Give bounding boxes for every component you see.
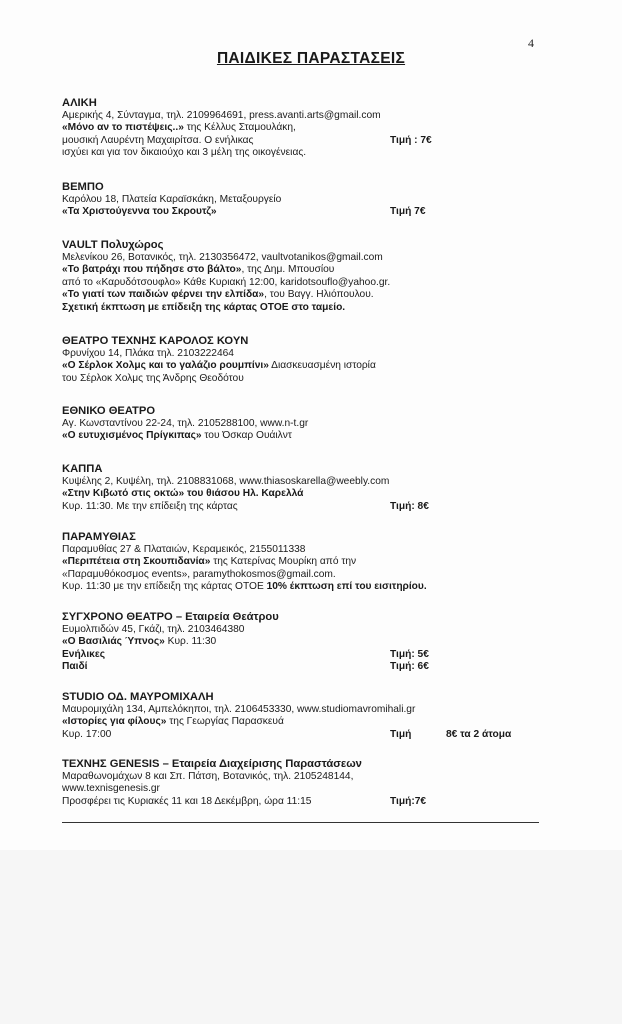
- show-credits: του Όσκαρ Ουάιλντ: [201, 430, 292, 442]
- entry-aliki: [62, 96, 542, 160]
- entry-kappa: [62, 462, 542, 513]
- show-line: [62, 716, 542, 728]
- price-row-adults: [62, 649, 542, 661]
- page-title: ΠΑΙΔΙΚΕΣ ΠΑΡΑΣΤΑΣΕΙΣ: [216, 50, 406, 67]
- entry-studio: [62, 690, 542, 741]
- venue-name: ΣΥΓΧΡΟΝΟ ΘΕΑΤΡΟ – Εταιρεία Θεάτρου: [62, 611, 279, 623]
- info-text: Κυρ. 11:30 με την επίδειξη της κάρτας ΟΤΟΕ: [62, 581, 267, 593]
- entry-vault: [62, 238, 542, 314]
- venue-name: ΚΑΠΠΑ: [62, 463, 103, 475]
- show-line: [62, 122, 542, 134]
- page-number: 4: [528, 36, 534, 50]
- ticket-price: Τιμή:7€: [390, 795, 427, 807]
- venue-name: ΒΕΜΠΟ: [62, 181, 104, 193]
- venue-name: STUDIO ΟΔ. ΜΑΥΡΟΜΙΧΑΛΗ: [62, 691, 214, 703]
- show-title: «Ο ευτυχισμένος Πρίγκιπας»: [62, 430, 202, 442]
- price-category: Ενήλικες: [62, 648, 105, 660]
- info-line: [62, 729, 542, 741]
- venue-name: ΠΑΡΑΜΥΘΙΑΣ: [62, 531, 136, 543]
- info-text: Κυρ. 11:30. Με την επίδειξη της κάρτας: [62, 500, 238, 512]
- show-title: «Ο Σέρλοκ Χολμς και το γαλάζιο ρουμπίνι»: [62, 360, 269, 372]
- discount-line: [62, 581, 542, 593]
- show-title: «Το γιατί των παιδιών φέρνει την ελπίδα»: [62, 289, 265, 301]
- info-line: [62, 796, 542, 808]
- info-text: Κυρ. 17:00: [62, 728, 112, 740]
- venue-name: ΑΛΙΚΗ: [62, 97, 97, 109]
- ticket-price-label: Τιμή: [390, 728, 412, 740]
- show-time: Κυρ. 11:30: [164, 636, 217, 648]
- show-title: «Ο Βασιλιάς Ύπνος»: [62, 636, 165, 648]
- show-credits: της Κέλλυς Σταμουλάκη,: [183, 122, 296, 134]
- venue-name: ΘΕΑΤΡΟ ΤΕΧΝΗΣ ΚΑΡΟΛΟΣ ΚΟΥΝ: [62, 335, 249, 347]
- show-credits: Διασκευασμένη ιστορία: [268, 360, 376, 372]
- venue-name: ΤΕΧΝΗΣ GENESIS – Εταιρεία Διαχείρισης Παραστάσεων: [62, 758, 362, 770]
- ticket-price: Τιμή: 5€: [390, 648, 429, 660]
- show-line: [62, 206, 542, 218]
- price-category: Παιδί: [62, 661, 88, 673]
- venue-address: Μαραθωνομάχων 8 και Σπ. Πάτση, Βοτανικός, τηλ. 2105248144,: [62, 771, 354, 782]
- ticket-price: 8€ τα 2 άτομα: [446, 728, 512, 740]
- bottom-divider: [62, 822, 539, 823]
- show-title: «Το βατράχι που πήδησε στο βάλτο»: [62, 264, 242, 276]
- show-title: «Στην Κιβωτό στις οκτώ» του θιάσου Ηλ. Καρελλά: [62, 488, 304, 500]
- venue-address: Φρυνίχου 14, Πλάκα τηλ. 2103222464: [62, 348, 234, 359]
- entry-paramythias: [62, 530, 542, 594]
- entry-genesis: [62, 757, 542, 808]
- info-line: του Σέρλοκ Χολμς της Άνδρης Θεοδότου: [62, 372, 244, 384]
- show-credits: , της Δημ. Μπουσίου: [241, 264, 335, 276]
- show-credits: , του Βαγγ. Ηλιόπουλου.: [264, 289, 374, 301]
- entry-vembo: [62, 180, 542, 219]
- show-line: [62, 636, 542, 648]
- venue-name: ΕΘΝΙΚΟ ΘΕΑΤΡΟ: [62, 405, 156, 417]
- show-title: «Περιπέτεια στη Σκουπιδανία»: [62, 556, 211, 568]
- venue-address: Αγ. Κωνσταντίνου 22-24, τηλ. 2105288100, www.n-t.gr: [62, 418, 309, 429]
- ticket-price: Τιμή : 7€: [390, 134, 432, 146]
- info-line: «Παραμυθόκοσμος events», paramythokosmos@gmail.com.: [62, 568, 336, 580]
- show-line: [62, 430, 542, 442]
- info-line: [62, 135, 542, 147]
- venue-address: Καρόλου 18, Πλατεία Καραϊσκάκη, Μεταξουργείο: [62, 194, 282, 205]
- show-line: [62, 360, 542, 372]
- venue-address: Ευμολπιδών 45, Γκάζι, τηλ. 2103464380: [62, 624, 245, 635]
- entry-sygxrono: [62, 610, 542, 674]
- show-line: [62, 556, 542, 568]
- show-line: [62, 289, 542, 301]
- info-text: Προσφέρει τις Κυριακές 11 και 18 Δεκέμβρη, ώρα 11:15: [62, 795, 312, 807]
- venue-name: VAULT Πολυχώρος: [62, 239, 164, 251]
- show-title: «Τα Χριστούγεννα του Σκρουτζ»: [62, 206, 217, 218]
- ticket-price: Τιμή: 8€: [390, 500, 429, 512]
- venue-website: www.texnisgenesis.gr: [62, 783, 160, 795]
- ticket-price: Τιμή 7€: [390, 206, 426, 218]
- show-title: «Μόνο αν το πιστέψεις..»: [62, 122, 184, 134]
- ticket-price: Τιμή: 6€: [390, 661, 429, 673]
- entry-ethniko: [62, 404, 542, 443]
- entry-koun: [62, 334, 542, 385]
- info-line: [62, 501, 542, 513]
- venue-address: Κυψέλης 2, Κυψέλη, τηλ. 2108831068, www.thiasoskarella@weebly.com: [62, 476, 390, 487]
- discount-note: Σχετική έκπτωση με επίδειξη της κάρτας ΟΤΟΕ στο ταμείο.: [62, 301, 346, 313]
- info-line: ισχύει και για τον δικαιούχο και 3 μέλη της οικογένειας.: [62, 147, 307, 159]
- venue-address: Μαυρομιχάλη 134, Αμπελόκηποι, τηλ. 2106453330, www.studiomavromihali.gr: [62, 704, 416, 715]
- venue-address: Αμερικής 4, Σύνταγμα, τηλ. 2109964691, press.avanti.arts@gmail.com: [62, 110, 381, 121]
- show-credits: της Κατερίνας Μουρίκη από την: [210, 556, 357, 568]
- info-line: από το «Καρυδότσουφλο» Κάθε Κυριακή 12:00, karidotsouflo@yahoo.gr.: [62, 276, 391, 288]
- info-text: μουσική Λαυρέντη Μαχαιρίτσα. Ο ενήλικας: [62, 134, 254, 146]
- discount-note: 10% έκπτωση επί του εισιτηρίου.: [266, 581, 427, 593]
- venue-address: Μελενίκου 26, Βοτανικός, τηλ. 2130356472, vaultvotanikos@gmail.com: [62, 252, 383, 263]
- show-credits: της Γεωργίας Παρασκευά: [166, 716, 284, 728]
- show-title: «Ιστορίες για φίλους»: [62, 716, 167, 728]
- price-row-child: [62, 661, 542, 673]
- show-line: [62, 264, 542, 276]
- venue-address: Παραμυθίας 27 & Πλαταιών, Κεραμεικός, 2155011338: [62, 544, 306, 555]
- scan-background: [0, 850, 622, 1024]
